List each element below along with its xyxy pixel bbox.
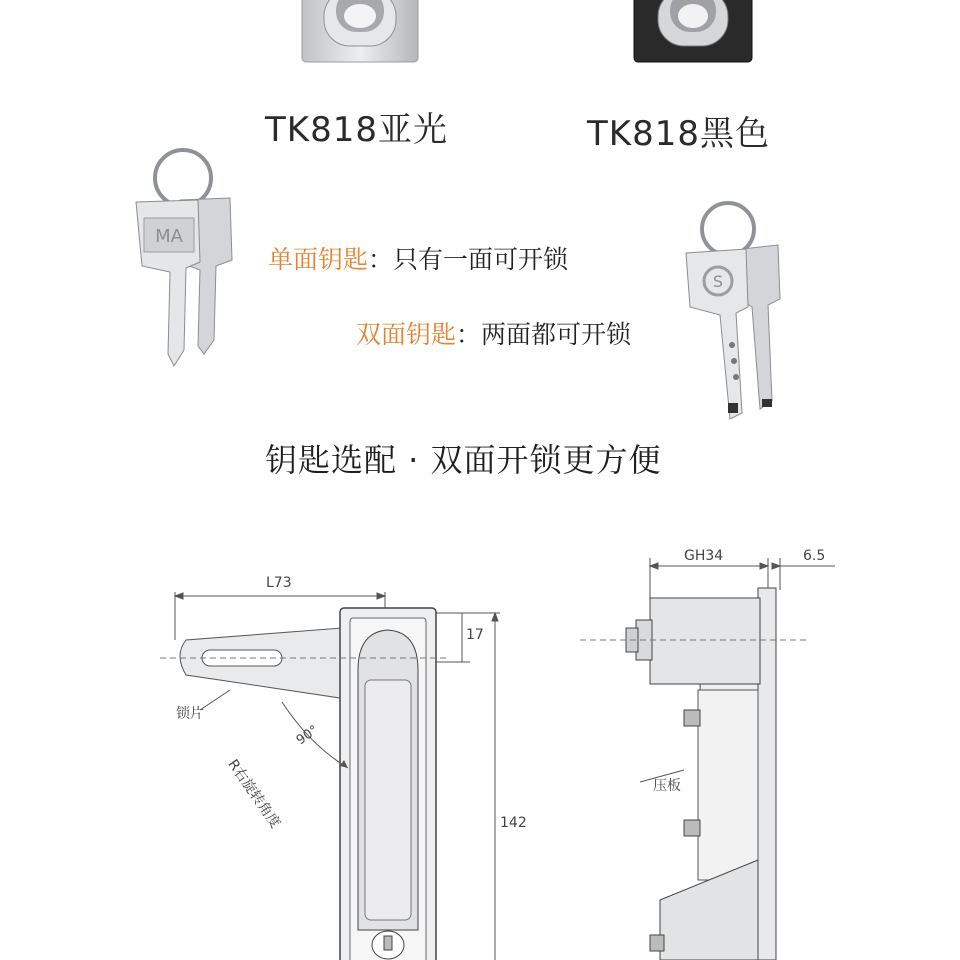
side-view-drawing [580, 540, 850, 960]
single-key-desc: 只有一面可开锁 [393, 245, 569, 274]
label-lock-plate: 锁片 [176, 706, 204, 722]
double-sided-key-image [680, 195, 840, 425]
dim-height: 142 [500, 815, 527, 831]
double-key-sep: ： [456, 320, 482, 349]
label-angle: 90° [293, 722, 322, 749]
svg-text:MA: MA [155, 226, 183, 247]
single-key-description [268, 240, 568, 276]
label-rotation: R右旋转角度 [224, 756, 284, 832]
dim-offset: 6.5 [803, 548, 826, 564]
label-clamp: 压板 [653, 778, 681, 794]
dim-length: L73 [266, 575, 292, 591]
double-key-name: 双面钥匙 [356, 320, 457, 349]
product-photo-black [628, 0, 758, 70]
single-key-sep: ： [368, 245, 394, 274]
double-key-desc: 两面都可开锁 [481, 320, 632, 349]
svg-text:S: S [712, 272, 724, 291]
dim-top: 17 [466, 627, 484, 643]
dim-gh: GH34 [684, 548, 724, 564]
variant-label-matte: TK818亚光 [265, 110, 448, 150]
single-sided-key-image [128, 140, 248, 370]
product-photo-matte [290, 0, 430, 70]
single-key-name: 单面钥匙 [268, 245, 369, 274]
variant-label-black: TK818黑色 [587, 114, 770, 154]
double-key-description [356, 315, 631, 351]
tagline: 钥匙选配 · 双面开锁更方便 [265, 441, 662, 479]
